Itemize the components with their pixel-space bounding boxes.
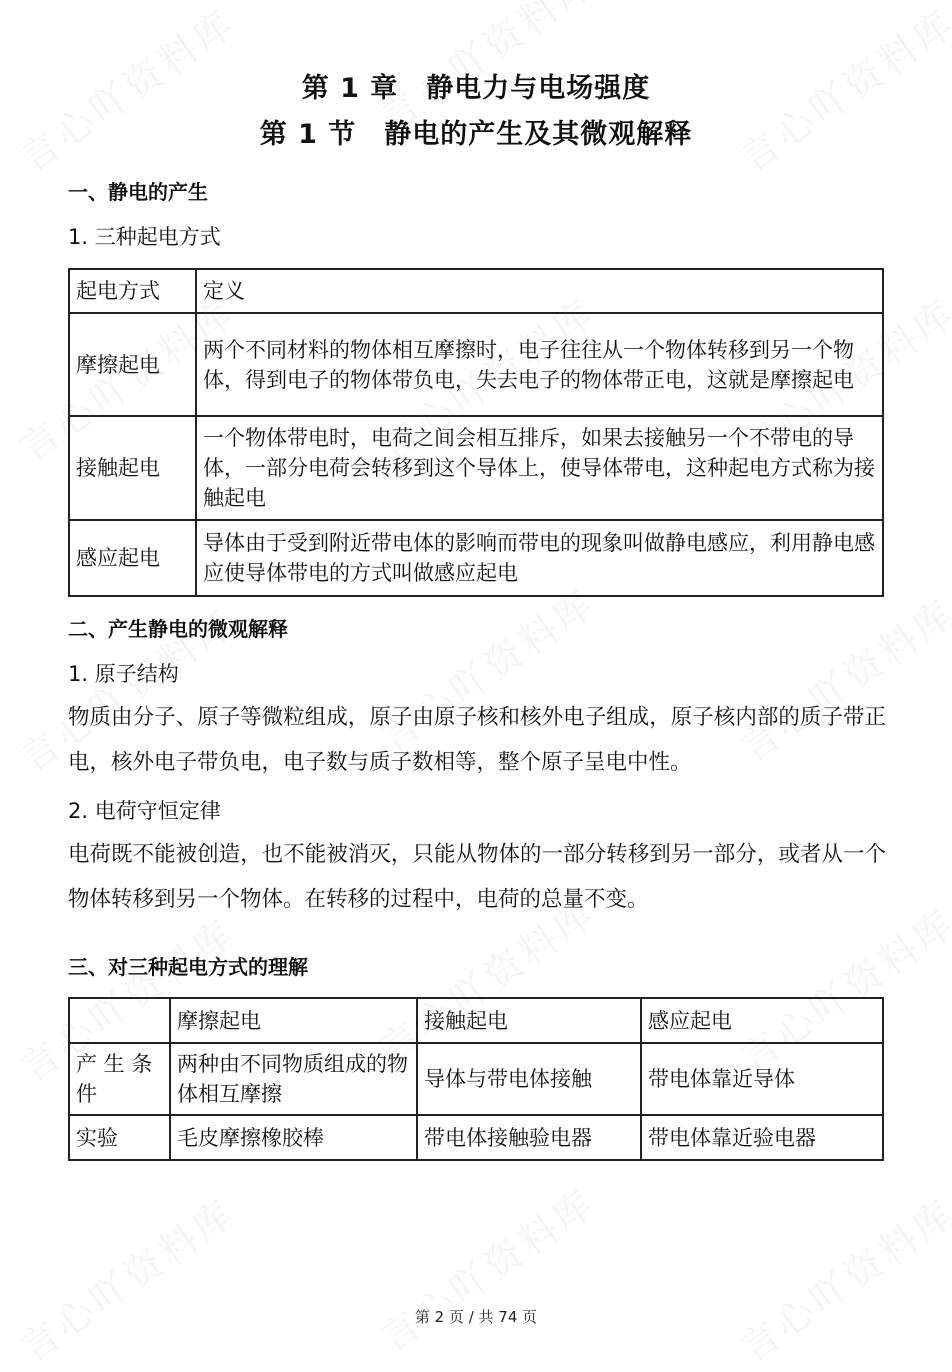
paragraph-atomic-structure: 物质由分子、原子等微粒组成，原子由原子核和核外电子组成，原子核内部的质子带正电，核外电子带负电，电子数与质子数相等，整个原子呈电中性。 [68, 705, 886, 775]
table-cell: 产 生 条件 [69, 1043, 170, 1115]
table-header-cell: 接触起电 [417, 998, 641, 1043]
subheading-1-1: 1. 三种起电方式 [68, 225, 221, 249]
table-cell: 摩擦起电 [69, 313, 196, 416]
table-header-cell: 摩擦起电 [170, 998, 417, 1043]
table-cell: 感应起电 [69, 520, 196, 596]
table-header-cell: 起电方式 [69, 269, 196, 313]
table-row [69, 313, 883, 416]
page-footer: 第 2 页 / 共 74 页 [414, 1308, 538, 1326]
table-cell: 导体与带电体接触 [417, 1043, 641, 1115]
table-row [69, 416, 883, 520]
table-cell: 带电体靠近验电器 [641, 1115, 883, 1160]
table-row [69, 1115, 883, 1160]
table-cell: 导体由于受到附近带电体的影响而带电的现象叫做静电感应，利用静电感应使导体带电的方式叫做感应起电 [196, 520, 883, 596]
table-cell: 一个物体带电时，电荷之间会相互排斥，如果去接触另一个不带电的导体，一部分电荷会转移到这个导体上，使导体带电，这种起电方式称为接触起电 [196, 416, 883, 520]
charging-methods-table [68, 268, 884, 597]
table-row [69, 1043, 883, 1115]
table-header-row [69, 269, 883, 313]
table-cell: 带电体接触验电器 [417, 1115, 641, 1160]
comparison-table [68, 997, 884, 1161]
table-header-row [69, 998, 883, 1043]
watermark [727, 1183, 952, 1372]
table-header-cell: 定义 [196, 269, 883, 313]
subheading-2-1: 1. 原子结构 [68, 662, 179, 686]
table-row [69, 520, 883, 596]
heading-3: 三、对三种起电方式的理解 [68, 955, 308, 979]
section-title: 第 1 节 静电的产生及其微观解释 [259, 119, 693, 150]
table-cell: 带电体靠近导体 [641, 1043, 883, 1115]
chapter-title: 第 1 章 静电力与电场强度 [301, 73, 651, 104]
table-header-cell [69, 998, 170, 1043]
table-cell: 实验 [69, 1115, 170, 1160]
heading-1: 一、静电的产生 [68, 180, 208, 204]
table-header-cell: 感应起电 [641, 998, 883, 1043]
heading-2: 二、产生静电的微观解释 [68, 617, 288, 641]
table-cell: 毛皮摩擦橡胶棒 [170, 1115, 417, 1160]
watermark [367, 1173, 605, 1363]
watermark [7, 1183, 245, 1372]
subheading-2-2: 2. 电荷守恒定律 [68, 799, 221, 823]
table-cell: 两个不同材料的物体相互摩擦时，电子往往从一个物体转移到另一个物体，得到电子的物体带负电，失去电子的物体带正电，这就是摩擦起电 [196, 313, 883, 416]
table-cell: 接触起电 [69, 416, 196, 520]
paragraph-charge-conservation: 电荷既不能被创造，也不能被消灭，只能从物体的一部分转移到另一部分，或者从一个物体转移到另一个物体。在转移的过程中，电荷的总量不变。 [68, 842, 886, 912]
table-cell: 两种由不同物质组成的物体相互摩擦 [170, 1043, 417, 1115]
